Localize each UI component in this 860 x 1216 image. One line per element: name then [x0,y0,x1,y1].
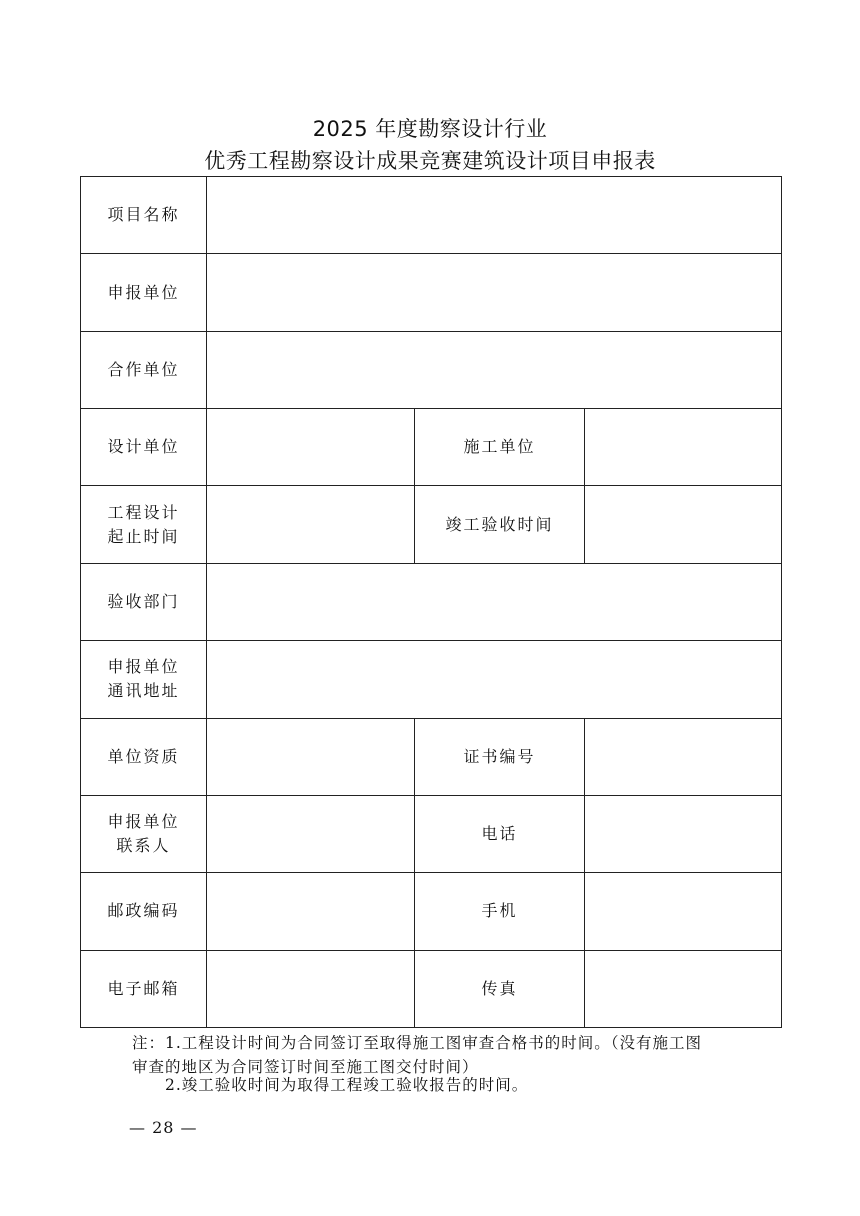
note-1-line-2: 审查的地区为合同签订时间至施工图交付时间） [132,1058,479,1076]
field-acceptance-dept[interactable] [207,563,782,640]
application-form-table [80,176,782,1028]
field-design-unit[interactable] [207,409,415,486]
note-1-line-1: 注：1.工程设计时间为合同签订至取得施工图审查合格书的时间。（没有施工图 [132,1034,703,1052]
field-contact[interactable] [207,795,415,872]
label-telephone: 电话 [415,795,585,872]
label-address: 申报单位 通讯地址 [81,641,207,718]
field-project-name[interactable] [207,177,782,254]
label-design-unit: 设计单位 [81,409,207,486]
label-mobile: 手机 [415,873,585,950]
label-construction-unit: 施工单位 [415,409,585,486]
label-design-period: 工程设计 起止时间 [81,486,207,563]
field-qualification[interactable] [207,718,415,795]
label-qualification: 单位资质 [81,718,207,795]
label-email: 电子邮箱 [81,950,207,1027]
field-telephone[interactable] [585,795,782,872]
label-project-name: 项目名称 [81,177,207,254]
row-project-name [81,177,782,254]
field-partner[interactable] [207,331,782,408]
row-contact [81,795,782,872]
page-number: — 28 — [129,1118,198,1137]
field-applicant[interactable] [207,254,782,331]
label-fax: 传真 [415,950,585,1027]
form-title-line1: 2025 年度勘察设计行业 [312,117,548,141]
row-address [81,641,782,718]
field-email[interactable] [207,950,415,1027]
field-mobile[interactable] [585,873,782,950]
notes [132,1031,742,1079]
label-applicant: 申报单位 [81,254,207,331]
label-partner: 合作单位 [81,331,207,408]
note-2: 2.竣工验收时间为取得工程竣工验收报告的时间。 [165,1076,529,1094]
row-qualification [81,718,782,795]
field-postcode[interactable] [207,873,415,950]
field-design-period[interactable] [207,486,415,563]
label-certificate-no: 证书编号 [415,718,585,795]
label-postcode: 邮政编码 [81,873,207,950]
form-title-line2: 优秀工程勘察设计成果竞赛建筑设计项目申报表 [204,149,656,173]
field-address[interactable] [207,641,782,718]
row-design-period [81,486,782,563]
row-postcode [81,873,782,950]
row-email [81,950,782,1027]
label-acceptance-dept: 验收部门 [81,563,207,640]
field-construction-unit[interactable] [585,409,782,486]
label-completion-time: 竣工验收时间 [415,486,585,563]
field-completion-time[interactable] [585,486,782,563]
row-applicant [81,254,782,331]
row-acceptance-dept [81,563,782,640]
field-fax[interactable] [585,950,782,1027]
row-partner [81,331,782,408]
row-design-unit [81,409,782,486]
label-contact: 申报单位 联系人 [81,795,207,872]
field-certificate-no[interactable] [585,718,782,795]
